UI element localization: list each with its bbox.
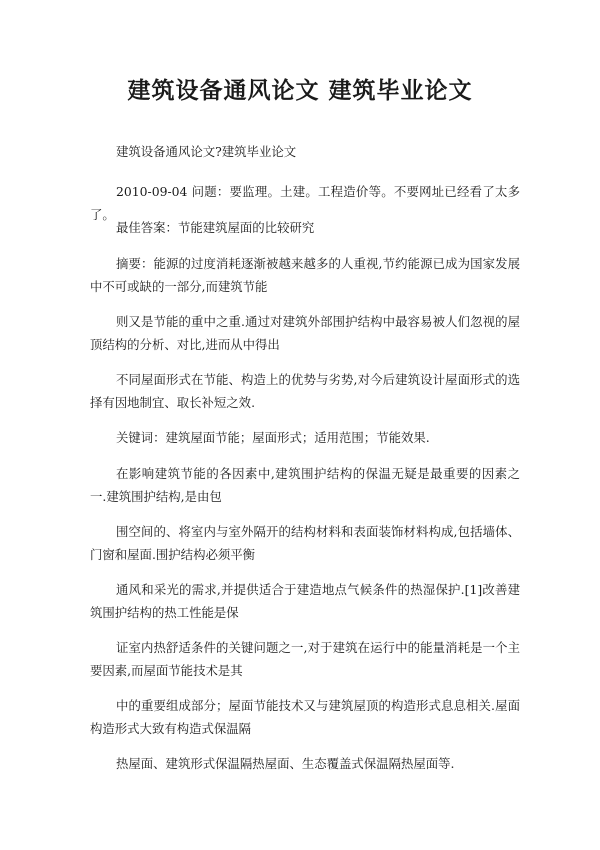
- paragraph: 证室内热舒适条件的关键问题之一,对于建筑在运行中的能量消耗是一个主要因素,而屋面节能技术是其: [90, 640, 520, 678]
- paragraph: 则又是节能的重中之重.通过对建筑外部围护结构中最容易被人们忽视的屋顶结构的分析、对比,进而从中得出: [90, 314, 520, 352]
- paragraph: 热屋面、建筑形式保温隔热屋面、生态覆盖式保温隔热屋面等.: [116, 756, 455, 771]
- paragraph: 通风和采光的需求,并提供适合于建造地点气候条件的热湿保护.[1]改善建筑围护结构的热工性能是保: [90, 582, 520, 620]
- paragraph: 摘要：能源的过度消耗逐渐被越来越多的人重视,节约能源已成为国家发展中不可或缺的一部分,而建筑节能: [90, 256, 520, 294]
- paragraph: 不同屋面形式在节能、构造上的优势与劣势,对今后建筑设计屋面形式的选择有因地制宜、取长补短之效.: [90, 372, 520, 410]
- paragraph: 中的重要组成部分；屋面节能技术又与建筑屋顶的构造形式息息相关.屋面构造形式大致有构造式保温隔: [90, 698, 520, 736]
- paragraph: 关键词：建筑屋面节能；屋面形式；适用范围；节能效果.: [116, 430, 430, 445]
- paragraph: 围空间的、将室内与室外隔开的结构材料和表面装饰材料构成,包括墙体、门窗和屋面.围护结构必须平衡: [90, 524, 520, 562]
- paragraph: 在影响建筑节能的各因素中,建筑围护结构的保温无疑是最重要的因素之一.建筑围护结构,是由包: [90, 466, 520, 504]
- paragraph: 最佳答案：节能建筑屋面的比较研究: [116, 220, 315, 235]
- document-title: 建筑设备通风论文 建筑毕业论文: [127, 77, 473, 104]
- paragraph: 2010-09-04 问题：要监理。土建。工程造价等。不要网址已经看了太多了。: [90, 184, 520, 222]
- paragraph: 建筑设备通风论文?建筑毕业论文: [116, 144, 297, 159]
